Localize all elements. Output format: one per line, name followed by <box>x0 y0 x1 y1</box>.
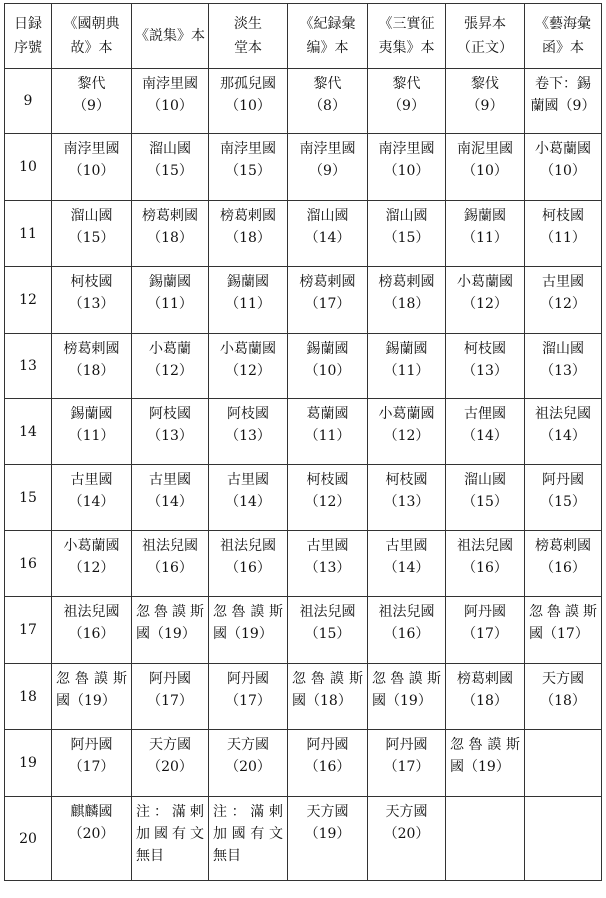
table-cell <box>525 730 602 797</box>
header-edition-7 <box>525 4 602 69</box>
cell-text: 溜山國 <box>70 208 113 224</box>
table-cell <box>132 267 209 334</box>
table-cell <box>52 797 132 881</box>
table-cell <box>209 69 288 134</box>
table-cell <box>288 134 368 201</box>
cell-text: 錫蘭國 <box>306 341 349 357</box>
cell-text: 古里國 <box>149 472 191 488</box>
row-number: 14 <box>5 399 52 465</box>
cell-text: （15） <box>462 494 508 510</box>
cell-text: （10） <box>383 163 430 179</box>
table-row <box>5 531 602 597</box>
table-cell <box>368 399 446 465</box>
cell-text: 阿丹國 <box>227 671 269 687</box>
table-cell <box>525 597 602 664</box>
cell-text: 天方國 <box>227 737 269 753</box>
cell-text: （15） <box>147 163 193 179</box>
cell-text: 忽魯謨斯 <box>56 671 127 687</box>
cell-text: 忽魯謨斯 <box>292 671 363 687</box>
table-cell <box>288 267 368 334</box>
cell-text: （10） <box>68 163 115 179</box>
cell-text: （13） <box>147 428 193 444</box>
cell-text: （11） <box>383 363 430 379</box>
header-text: 《三實征 <box>378 16 435 32</box>
table-cell <box>288 730 368 797</box>
table-cell <box>288 531 368 597</box>
cell-text: （11） <box>540 230 586 246</box>
cell-text: 錫蘭國 <box>149 274 191 290</box>
table-header <box>5 4 602 69</box>
header-text: 函》本 <box>542 40 584 56</box>
table-cell <box>52 465 132 531</box>
cell-text: （10） <box>540 163 586 179</box>
cell-text: 溜山國 <box>542 341 584 357</box>
row-number: 20 <box>5 797 52 881</box>
cell-text: （10） <box>304 363 351 379</box>
cell-text: 古里國 <box>542 274 584 290</box>
table-cell <box>446 267 525 334</box>
header-edition-5 <box>368 4 446 69</box>
cell-text: （12） <box>68 560 115 576</box>
cell-text: （13） <box>68 296 115 312</box>
table-cell <box>209 134 288 201</box>
table-cell <box>368 531 446 597</box>
table-cell <box>52 399 132 465</box>
cell-text: 榜葛剌國 <box>142 208 198 224</box>
table-cell <box>132 201 209 267</box>
table-cell <box>525 465 602 531</box>
row-number: 11 <box>5 201 52 267</box>
table-cell <box>446 334 525 399</box>
table-row <box>5 465 602 531</box>
table-cell <box>288 69 368 134</box>
cell-text: （18） <box>383 296 430 312</box>
cell-text: （13） <box>225 428 271 444</box>
cell-text: （19） <box>304 826 351 842</box>
cell-text: 溜山國 <box>306 208 349 224</box>
cell-text: （12） <box>383 428 430 444</box>
cell-text: （20） <box>147 759 193 775</box>
cell-text: （17） <box>383 759 430 775</box>
table-cell <box>52 730 132 797</box>
table-cell <box>288 797 368 881</box>
cell-text: 國（19） <box>56 693 116 709</box>
table-cell <box>525 267 602 334</box>
table-cell <box>52 267 132 334</box>
cell-text: 榜葛剌國 <box>535 538 591 554</box>
table-cell <box>368 201 446 267</box>
header-text: 故》本 <box>70 40 113 56</box>
cell-text: 祖法兒國 <box>299 604 356 620</box>
cell-text: （15） <box>540 494 586 510</box>
cell-text: 錫蘭國 <box>227 274 269 290</box>
cell-text: 阿丹國 <box>464 604 506 620</box>
row-number: 17 <box>5 597 52 664</box>
cell-text: 忽魯謨斯 <box>450 737 520 753</box>
cell-text: 國（19） <box>136 626 196 642</box>
header-text: 夷集》本 <box>378 40 435 56</box>
table-cell <box>446 399 525 465</box>
cell-text: （14） <box>147 494 193 510</box>
cell-text: 阿枝國 <box>149 406 191 422</box>
header-row <box>5 4 602 69</box>
cell-text: 小葛蘭國 <box>63 538 120 554</box>
cell-text: （10） <box>462 163 508 179</box>
cell-text: （12） <box>540 296 586 312</box>
table-cell <box>52 531 132 597</box>
cell-text: 天方國 <box>542 671 584 687</box>
cell-text: 國（19） <box>372 693 432 709</box>
cell-text: 祖法兒國 <box>378 604 435 620</box>
cell-text: （16） <box>462 560 508 576</box>
cell-text: 忽魯謨斯 <box>529 604 597 620</box>
table-row <box>5 201 602 267</box>
table-cell <box>368 134 446 201</box>
cell-text: （18） <box>68 363 115 379</box>
table-cell <box>209 531 288 597</box>
cell-text: （13） <box>462 363 508 379</box>
cell-text: 天方國 <box>306 804 349 820</box>
cell-text: 柯枝國 <box>70 274 113 290</box>
table-cell <box>368 597 446 664</box>
header-edition-1 <box>52 4 132 69</box>
table-body <box>5 69 602 881</box>
table-cell <box>368 267 446 334</box>
cell-text: 南浡里國 <box>299 141 356 157</box>
cell-text: （9） <box>73 98 110 114</box>
cell-text: 加國有文 <box>213 826 283 842</box>
table-cell <box>368 69 446 134</box>
table-cell <box>288 664 368 730</box>
table-row <box>5 597 602 664</box>
table-cell <box>209 730 288 797</box>
cell-text: 國（19） <box>213 626 273 642</box>
cell-text: （13） <box>540 363 586 379</box>
table-row <box>5 69 602 134</box>
cell-text: 卷下：錫 <box>535 76 591 92</box>
cell-text: 國（17） <box>529 626 589 642</box>
table-row <box>5 797 602 881</box>
cell-text: 注：滿剌 <box>213 804 283 820</box>
cell-text: 加國有文 <box>136 826 204 842</box>
cell-text: 柯枝國 <box>464 341 506 357</box>
cell-text: 無目 <box>213 848 241 864</box>
header-text: 淡生 <box>234 16 262 32</box>
cell-text: 南浡里國 <box>378 141 435 157</box>
cell-text: 葛蘭國 <box>306 406 349 422</box>
cell-text: （16） <box>68 626 115 642</box>
cell-text: 那孤兒國 <box>220 76 276 92</box>
cell-text: （20） <box>383 826 430 842</box>
table-cell <box>52 134 132 201</box>
cell-text: （16） <box>147 560 193 576</box>
cell-text: （17） <box>147 693 193 709</box>
cell-text: 祖法兒國 <box>142 538 198 554</box>
cell-text: 小葛蘭國 <box>378 406 435 422</box>
cell-text: 溜山國 <box>385 208 428 224</box>
table-cell <box>446 797 525 881</box>
cell-text: 榜葛剌國 <box>378 274 435 290</box>
cell-text: 錫蘭國 <box>464 208 506 224</box>
cell-text: （9） <box>466 98 504 114</box>
table-cell <box>209 465 288 531</box>
table-cell <box>52 69 132 134</box>
header-text: 《紀録彙 <box>299 16 356 32</box>
cell-text: （13） <box>383 494 430 510</box>
cell-text: （9） <box>309 163 346 179</box>
table-cell <box>52 201 132 267</box>
header-text: （正文） <box>457 40 513 56</box>
table-cell <box>446 201 525 267</box>
cell-text: 黎代 <box>313 76 342 92</box>
row-number: 15 <box>5 465 52 531</box>
table-cell <box>209 399 288 465</box>
cell-text: （14） <box>540 428 586 444</box>
cell-text: 南浡里國 <box>142 76 198 92</box>
header-index <box>5 4 52 69</box>
cell-text: （18） <box>462 693 508 709</box>
cell-text: （18） <box>540 693 586 709</box>
table-cell <box>368 334 446 399</box>
table-row <box>5 267 602 334</box>
cell-text: （10） <box>225 98 271 114</box>
cell-text: 溜山國 <box>464 472 506 488</box>
cell-text: 麒麟國 <box>70 804 113 820</box>
cell-text: 榜葛剌國 <box>299 274 356 290</box>
table-cell <box>209 597 288 664</box>
header-text: 编》本 <box>306 40 349 56</box>
cell-text: （11） <box>225 296 271 312</box>
cell-text: （13） <box>304 560 351 576</box>
table-cell <box>525 201 602 267</box>
cell-text: 阿丹國 <box>149 671 191 687</box>
cell-text: 錫蘭國 <box>385 341 428 357</box>
cell-text: 南浡里國 <box>63 141 120 157</box>
table-cell <box>132 730 209 797</box>
cell-text: 祖法兒國 <box>457 538 513 554</box>
cell-text: （11） <box>304 428 351 444</box>
header-text: 《説集》本 <box>135 28 205 44</box>
cell-text: 阿丹國 <box>385 737 428 753</box>
table-cell <box>209 267 288 334</box>
table-cell <box>132 69 209 134</box>
table-cell <box>52 334 132 399</box>
row-number: 12 <box>5 267 52 334</box>
table-cell <box>132 597 209 664</box>
table-cell <box>446 134 525 201</box>
cell-text: 榜葛剌國 <box>457 671 513 687</box>
cell-text: （15） <box>68 230 115 246</box>
row-number: 16 <box>5 531 52 597</box>
cell-text: 國（19） <box>450 759 510 775</box>
cell-text: （12） <box>147 363 193 379</box>
table-cell <box>132 797 209 881</box>
cell-text: （12） <box>462 296 508 312</box>
table-cell <box>132 531 209 597</box>
table-cell <box>132 134 209 201</box>
cell-text: 小葛蘭 <box>149 341 191 357</box>
header-text: 張昇本 <box>464 16 506 32</box>
table-cell <box>288 201 368 267</box>
cell-text: 溜山國 <box>149 141 191 157</box>
table-cell <box>288 334 368 399</box>
table-cell <box>525 134 602 201</box>
table-cell <box>209 797 288 881</box>
cell-text: （16） <box>540 560 586 576</box>
cell-text: （14） <box>383 560 430 576</box>
cell-text: 古里國 <box>227 472 269 488</box>
header-edition-3 <box>209 4 288 69</box>
cell-text: 國（18） <box>292 693 352 709</box>
cell-text: 古俚國 <box>464 406 506 422</box>
row-number: 10 <box>5 134 52 201</box>
table-cell <box>132 465 209 531</box>
table-row <box>5 334 602 399</box>
cell-text: 祖法兒國 <box>535 406 591 422</box>
cell-text: （17） <box>68 759 115 775</box>
cell-text: （17） <box>462 626 508 642</box>
cell-text: 錫蘭國 <box>70 406 113 422</box>
cell-text: 阿枝國 <box>227 406 269 422</box>
cell-text: 古里國 <box>385 538 428 554</box>
table-cell <box>368 797 446 881</box>
table-cell <box>368 730 446 797</box>
cell-text: 小葛蘭國 <box>457 274 513 290</box>
header-text: 《國朝典 <box>63 16 120 32</box>
cell-text: 榜葛剌國 <box>63 341 120 357</box>
row-number: 19 <box>5 730 52 797</box>
table-cell <box>52 664 132 730</box>
cell-text: 天方國 <box>385 804 428 820</box>
cell-text: 阿丹國 <box>542 472 584 488</box>
cell-text: （15） <box>225 163 271 179</box>
row-number: 18 <box>5 664 52 730</box>
cell-text: 黎代 <box>77 76 106 92</box>
header-text: 日録 <box>14 16 42 32</box>
cell-text: （16） <box>304 759 351 775</box>
table-cell <box>288 465 368 531</box>
table-cell <box>368 664 446 730</box>
header-text: 序號 <box>14 40 42 56</box>
cell-text: 忽魯謨斯 <box>136 604 204 620</box>
cell-text: 南浡里國 <box>220 141 276 157</box>
table-cell <box>288 597 368 664</box>
header-edition-6 <box>446 4 525 69</box>
table-row <box>5 399 602 465</box>
cell-text: 阿丹國 <box>306 737 349 753</box>
cell-text: 阿丹國 <box>70 737 113 753</box>
table-cell <box>446 69 525 134</box>
table-cell <box>209 334 288 399</box>
cell-text: 忽魯謨斯 <box>372 671 441 687</box>
cell-text: 注：滿剌 <box>136 804 204 820</box>
cell-text: 小葛蘭國 <box>220 341 276 357</box>
table-cell <box>525 797 602 881</box>
table-cell <box>525 664 602 730</box>
cell-text: （9） <box>388 98 425 114</box>
header-edition-4 <box>288 4 368 69</box>
cell-text: 黎代 <box>392 76 421 92</box>
cell-text: （17） <box>225 693 271 709</box>
cell-text: 祖法兒國 <box>63 604 120 620</box>
table-row <box>5 664 602 730</box>
cell-text: （15） <box>383 230 430 246</box>
cell-text: （20） <box>68 826 115 842</box>
table-cell <box>52 597 132 664</box>
cell-text: （20） <box>225 759 271 775</box>
table-cell <box>525 399 602 465</box>
cell-text: 古里國 <box>70 472 113 488</box>
cell-text: 柯枝國 <box>542 208 584 224</box>
cell-text: 祖法兒國 <box>220 538 276 554</box>
cell-text: 柯枝國 <box>306 472 349 488</box>
cell-text: （18） <box>147 230 193 246</box>
table-cell <box>288 399 368 465</box>
cell-text: 天方國 <box>149 737 191 753</box>
cell-text: （14） <box>462 428 508 444</box>
table-cell <box>446 531 525 597</box>
header-text: 《藝海彙 <box>535 16 591 32</box>
cell-text: 古里國 <box>306 538 349 554</box>
header-text: 堂本 <box>234 40 262 56</box>
table-cell <box>446 664 525 730</box>
cell-text: （11） <box>68 428 115 444</box>
cell-text: （17） <box>304 296 351 312</box>
table-row <box>5 134 602 201</box>
comparison-table <box>4 3 602 881</box>
cell-text: （14） <box>304 230 351 246</box>
row-number: 9 <box>5 69 52 134</box>
table-cell <box>446 465 525 531</box>
table-cell <box>525 69 602 134</box>
cell-text: 榜葛剌國 <box>220 208 276 224</box>
cell-text: 忽魯謨斯 <box>213 604 283 620</box>
cell-text: （11） <box>147 296 193 312</box>
row-number: 13 <box>5 334 52 399</box>
cell-text: 蘭國（9） <box>530 98 596 114</box>
table-cell <box>446 730 525 797</box>
table-cell <box>209 664 288 730</box>
cell-text: （14） <box>68 494 115 510</box>
table-cell <box>525 334 602 399</box>
table-cell <box>132 664 209 730</box>
cell-text: 小葛蘭國 <box>535 141 591 157</box>
table-cell <box>446 597 525 664</box>
cell-text: （18） <box>225 230 271 246</box>
table-cell <box>525 531 602 597</box>
cell-text: （16） <box>383 626 430 642</box>
cell-text: （12） <box>225 363 271 379</box>
cell-text: （14） <box>225 494 271 510</box>
table-cell <box>132 334 209 399</box>
cell-text: （16） <box>225 560 271 576</box>
cell-text: 南泥里國 <box>457 141 513 157</box>
table-cell <box>368 465 446 531</box>
cell-text: 無目 <box>136 848 164 864</box>
cell-text: 柯枝國 <box>385 472 428 488</box>
cell-text: （8） <box>309 98 346 114</box>
table-cell <box>209 201 288 267</box>
header-edition-2 <box>132 4 209 69</box>
cell-text: （12） <box>304 494 351 510</box>
cell-text: （11） <box>462 230 508 246</box>
table-row <box>5 730 602 797</box>
cell-text: （15） <box>304 626 351 642</box>
table-cell <box>132 399 209 465</box>
cell-text: （10） <box>147 98 193 114</box>
cell-text: 黎伐 <box>471 76 499 92</box>
